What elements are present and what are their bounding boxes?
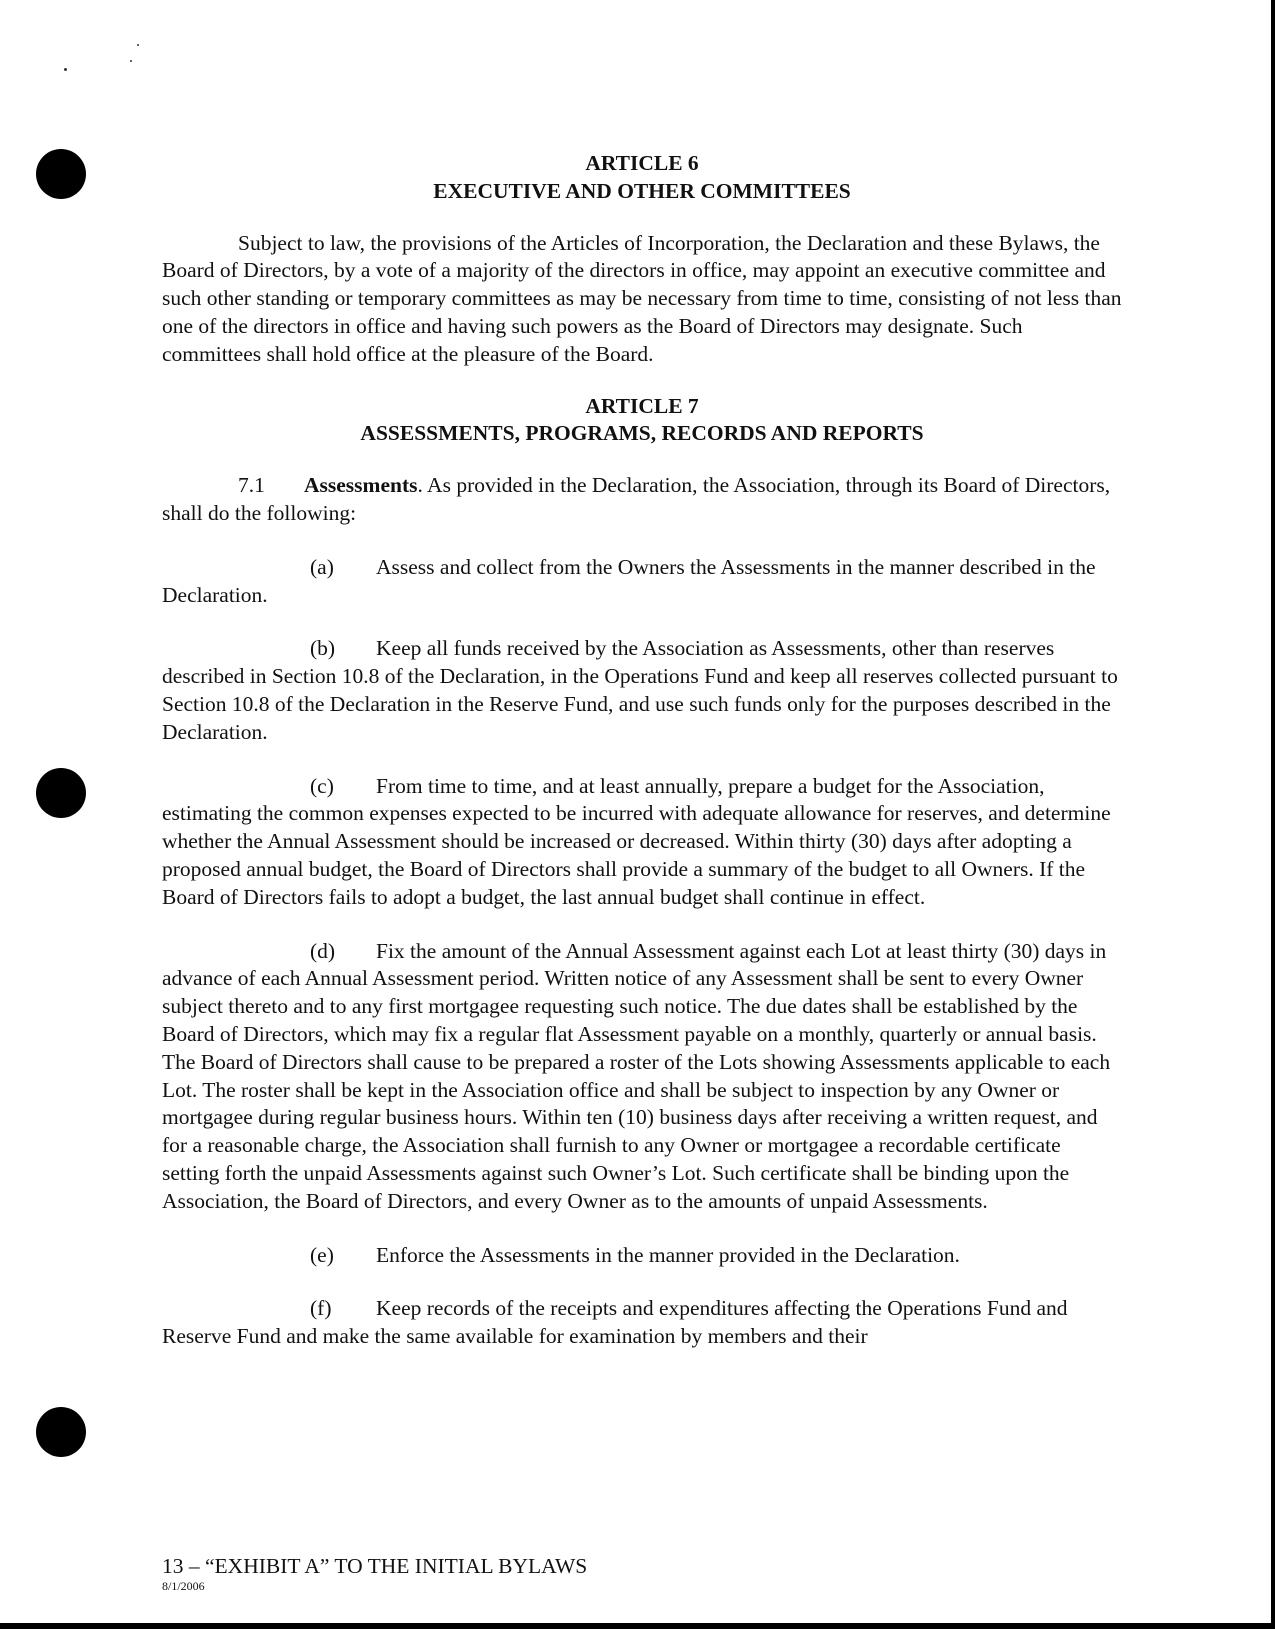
list-item-label: (c)	[310, 773, 334, 798]
punch-hole-middle	[36, 768, 86, 818]
list-item-e	[162, 1242, 1122, 1270]
list-item-b	[162, 635, 1122, 746]
list-item-text: Fix the amount of the Annual Assessment against each Lot at least thirty (30) days in advance of each Annual Assessment period. Written notice of any Assessment shall be sent to every Owner subject thereto and to any first mortgagee requesting such notice. The due dates shall be established by the Board of Directors, which may fix a regular flat Assessment payable on a monthly, quarterly or annual basis. The Board of Directors shall cause to be prepared a roster of the Lots showing Assessments applicable to each Lot. The roster shall be kept in the Association office and shall be subject to inspection by any Owner or mortgagee during regular business hours. Within ten (10) business days after receiving a written request, and for a reasonable charge, the Association shall furnish to any Owner or mortgagee a recordable certificate setting forth the unpaid Assessments against such Owner’s Lot. Such certificate shall be binding upon the Association, the Board of Directors, and every Owner as to the amounts of unpaid Assessments.	[162, 938, 1111, 1213]
punch-hole-bottom	[36, 1407, 86, 1457]
list-item-d	[162, 938, 1122, 1216]
article-6-body: Subject to law, the provisions of the Articles of Incorporation, the Declaration and these Bylaws, the Board of Directors, by a vote of a majority of the directors in office, may appoint an executive committee and such other standing or temporary committees as may be necessary from time to time, consisting of not less than one of the directors in office and having such powers as the Board of Directors may designate. Such committees shall hold office at the pleasure of the Board.	[162, 230, 1122, 366]
list-item-label: (d)	[310, 938, 336, 963]
footer-page-label: 13 – “EXHIBIT A” TO THE INITIAL BYLAWS	[162, 1554, 588, 1578]
footer-date: 8/1/2006	[162, 1579, 205, 1593]
list-item-a	[162, 554, 1122, 610]
list-item-label: (e)	[310, 1242, 334, 1267]
section-7-1	[162, 472, 1122, 528]
list-item-c	[162, 773, 1122, 912]
list-item-text: Enforce the Assessments in the manner provided in the Declaration.	[376, 1242, 960, 1267]
list-item-label: (b)	[310, 636, 336, 661]
scan-speck	[130, 60, 132, 62]
article-7-number: ARTICLE 7	[585, 393, 699, 418]
scan-speck	[137, 44, 139, 46]
list-item-f	[162, 1295, 1122, 1351]
list-item-label: (f)	[310, 1296, 332, 1321]
article-6-title: EXECUTIVE AND OTHER COMMITTEES	[433, 178, 851, 203]
document-body	[162, 150, 1122, 1351]
list-item-text: Keep all funds received by the Association as Assessments, other than reserves described in Section 10.8 of the Declaration, in the Operations Fund and keep all reserves collected pursuant to Section 10.8 of the Declaration in the Reserve Fund, and use such funds only for the purposes described in the Declaration.	[162, 636, 1118, 744]
list-item-text: Assess and collect from the Owners the Assessments in the manner described in the Declaration.	[162, 554, 1096, 607]
section-number: 7.1	[238, 473, 265, 498]
section-intro: . As provided in the Declaration, the Association, through its Board of Directors, shall do the following:	[162, 473, 1111, 525]
list-item-label: (a)	[310, 554, 334, 579]
punch-hole-top	[36, 149, 86, 199]
article-6-number: ARTICLE 6	[585, 151, 699, 175]
article-7-title: ASSESSMENTS, PROGRAMS, RECORDS AND REPORTS	[360, 421, 924, 446]
list-item-text: From time to time, and at least annually, prepare a budget for the Association, estimating the common expenses expected to be incurred with adequate allowance for reserves, and determine whether the Annual Assessment should be increased or decreased. Within thirty (30) days after adopting a proposed annual budget, the Board of Directors shall provide a summary of the budget to all Owners. If the Board of Directors fails to adopt a budget, the last annual budget shall continue in effect.	[162, 773, 1111, 909]
page-footer	[162, 1553, 587, 1593]
section-title: Assessments	[304, 473, 418, 498]
list-item-text: Keep records of the receipts and expenditures affecting the Operations Fund and Reserve Fund and make the same available for examination by members and their	[162, 1296, 1068, 1349]
scan-speck	[64, 68, 67, 71]
